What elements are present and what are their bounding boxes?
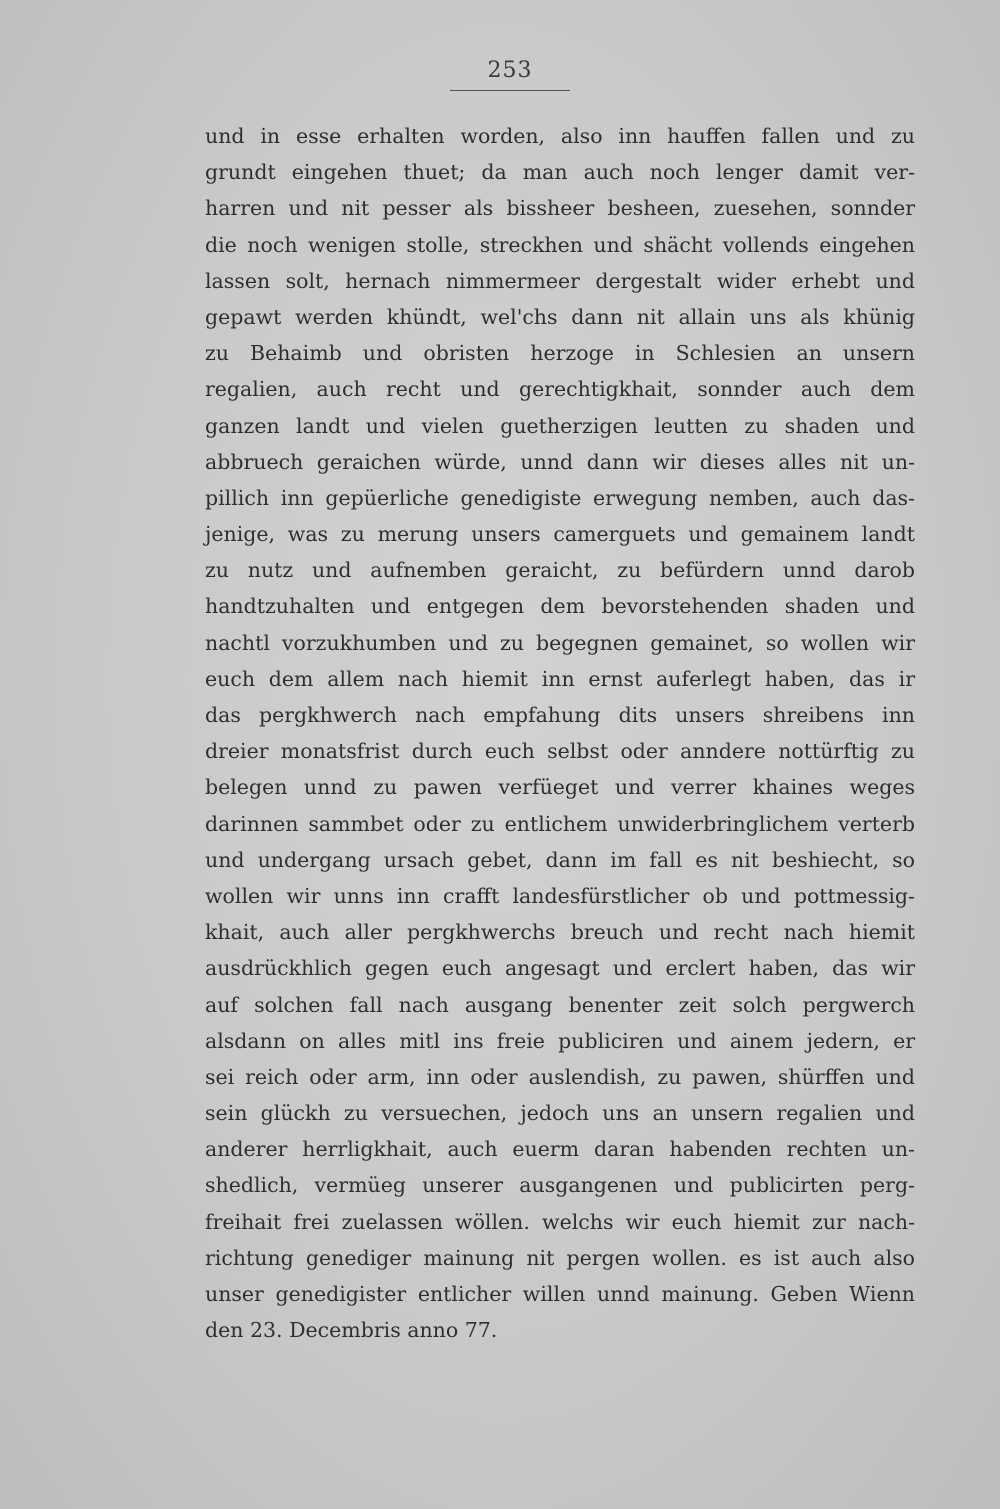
text-line: jenige, was zu merung unsers camerguets und gemainem landt: [205, 522, 915, 547]
text-line: richtung genediger mainung nit pergen wollen. es ist auch also: [205, 1245, 915, 1270]
page-number: 253: [487, 58, 533, 83]
text-line: dreier monatsfrist durch euch selbst oder anndere nottürftig zu: [205, 739, 915, 764]
text-line: anderer herrligkhait, auch euerm daran habenden rechten un-: [205, 1137, 915, 1162]
text-line: das pergkhwerch nach empfahung dits unsers shreibens inn: [205, 703, 915, 727]
text-line: zu nutz und aufnemben geraicht, zu befürdern unnd darob: [205, 558, 915, 583]
text-line: wollen wir unns inn crafft landesfürstlicher ob und pottmessig-: [205, 883, 915, 908]
text-line: sein glückh zu versuechen, jedoch uns an unsern regalien und: [205, 1101, 915, 1126]
text-line: gepawt werden khündt, wel'chs dann nit allain uns als khünig: [205, 304, 915, 329]
text-line: khait, auch aller pergkhwerchs breuch und recht nach hiemit: [205, 920, 915, 945]
text-line: handtzuhalten und entgegen dem bevorstehenden shaden und: [205, 594, 915, 619]
text-line: belegen unnd zu pawen verfüeget und verrer khaines weges: [205, 775, 915, 800]
text-line: zu Behaimb und obristen herzoge in Schlesien an unsern: [205, 341, 915, 366]
text-line: sei reich oder arm, inn oder auslendish, zu pawen, shürffen und: [205, 1064, 915, 1089]
text-line: lassen solt, hernach nimmermeer dergestalt wider erhebt und: [205, 268, 915, 293]
text-line: ganzen landt und vielen guetherzigen leutten zu shaden und: [205, 413, 915, 438]
text-line: freihait frei zuelassen wöllen. welchs wir euch hiemit zur nach-: [205, 1209, 915, 1234]
text-line: ausdrückhlich gegen euch angesagt und erclert haben, das wir: [205, 956, 915, 981]
text-line: harren und nit pesser als bissheer besheen, zuesehen, sonnder: [205, 196, 915, 221]
body-text: [205, 118, 915, 1348]
text-line: und in esse erhalten worden, also inn hauffen fallen und zu: [205, 124, 915, 148]
text-line: darinnen sammbet oder zu entlichem unwiderbringlichem verterb: [205, 811, 915, 836]
text-line: den 23. Decembris anno 77.: [205, 1318, 498, 1343]
text-line: und undergang ursach gebet, dann im fall es nit beshiecht, so: [205, 847, 915, 872]
text-line: abbruech geraichen würde, unnd dann wir dieses alles nit un-: [205, 449, 915, 474]
text-line: die noch wenigen stolle, streckhen und shächt vollends eingehen: [205, 232, 915, 257]
text-line: euch dem allem nach hiemit inn ernst auferlegt haben, das ir: [205, 666, 915, 691]
header-rule: [450, 90, 570, 91]
text-line: alsdann on alles mitl ins freie publiciren und ainem jedern, er: [205, 1028, 915, 1053]
text-line: auf solchen fall nach ausgang benenter zeit solch pergwerch: [205, 992, 915, 1017]
text-line: pillich inn gepüerliche genedigiste erwegung nemben, auch das-: [205, 485, 915, 510]
text-line: unser genedigister entlicher willen unnd mainung. Geben Wienn: [205, 1282, 915, 1306]
text-line: grundt eingehen thuet; da man auch noch lenger damit ver-: [205, 160, 915, 185]
text-line: shedlich, vermüeg unserer ausgangenen und publicirten perg-: [205, 1173, 915, 1198]
text-line: regalien, auch recht und gerechtigkhait, sonnder auch dem: [205, 377, 915, 402]
text-line: nachtl vorzukhumben und zu begegnen gemainet, so wollen wir: [205, 630, 915, 655]
